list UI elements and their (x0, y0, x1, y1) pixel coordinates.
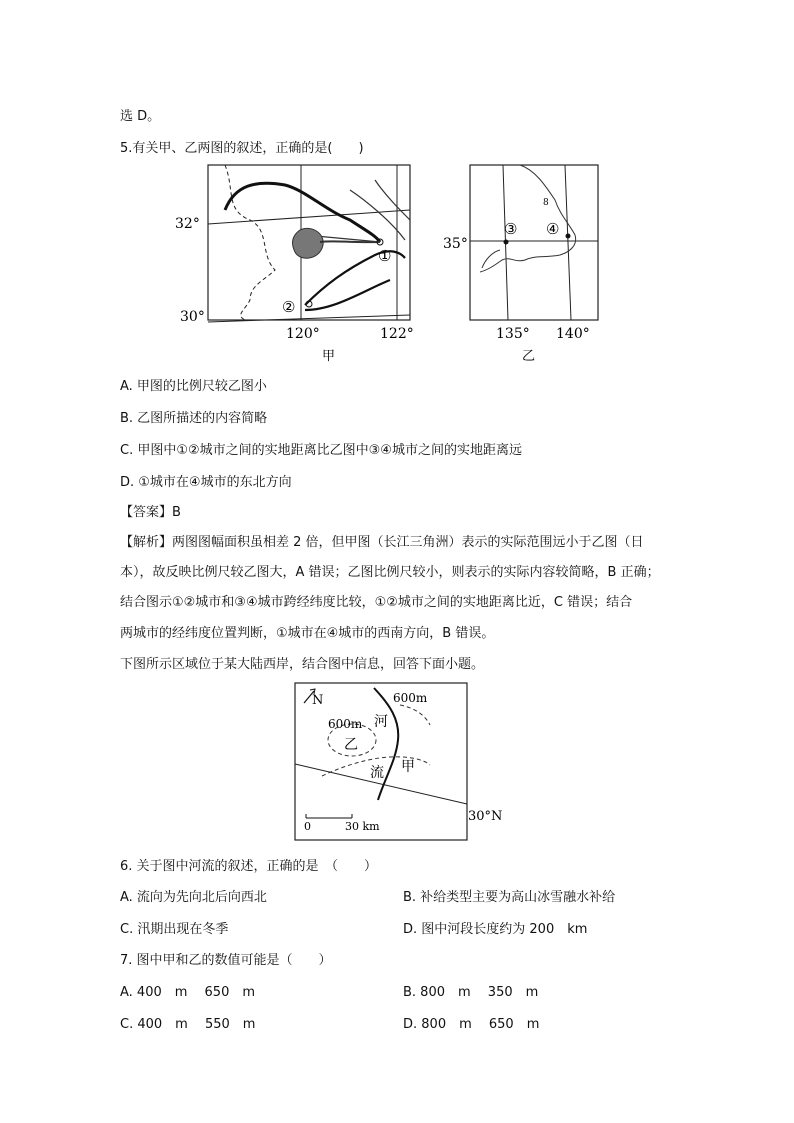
explanation-line: 结合图示①②城市和③④城市跨经纬度比较，①②城市之间的实地距离比近，C 错误；结合 (120, 595, 633, 610)
option-6d: D. 图中河段长度约为 200 km (403, 922, 588, 937)
option-7d: D. 800 m 650 m (403, 1017, 540, 1032)
lat-32-label: 32° (175, 216, 200, 232)
text-line: 选 D。 (120, 109, 161, 124)
lat-30n-label: 30°N (468, 809, 503, 824)
option-6c: C. 汛期出现在冬季 (120, 922, 229, 937)
city-2-label: ② (282, 298, 296, 316)
city-3-label: ③ (504, 220, 518, 238)
lon-135-label: 135° (496, 326, 530, 342)
question-6: 6. 关于图中河流的叙述，正确的是 （ ） (120, 859, 378, 874)
city-4-label: ④ (546, 220, 560, 238)
option-6a: A. 流向为先向北后向西北 (120, 890, 267, 905)
lon-122-label: 122° (380, 326, 414, 342)
option-5c: C. 甲图中①②城市之间的实地距离比乙图中③④城市之间的实地距离远 (120, 443, 522, 458)
scale-zero: 0 (304, 820, 311, 833)
label-jia: 甲 (401, 759, 415, 775)
river-char-he: 河 (374, 714, 388, 730)
question-5: 5.有关甲、乙两图的叙述，正确的是( ) (120, 141, 364, 156)
intro-text: 下图所示区域位于某大陆西岸，结合图中信息，回答下面小题。 (120, 657, 485, 672)
contour-label: 600m (393, 691, 428, 705)
label-yi: 乙 (344, 737, 358, 753)
option-7a: A. 400 m 650 m (120, 985, 256, 1000)
scale-30km: 30 km (345, 820, 380, 833)
map-river (290, 680, 520, 845)
map-jia (175, 160, 425, 365)
question-7: 7. 图中甲和乙的数值可能是（ ） (120, 953, 332, 968)
option-5d: D. ①城市在④城市的东北方向 (120, 475, 292, 490)
explanation-line: 【解析】两图图幅面积虽相差 2 倍，但甲图（长江三角洲）表示的实际范围远小于乙图（日 (120, 535, 644, 550)
lon-120-label: 120° (286, 326, 320, 342)
option-5b: B. 乙图所描述的内容简略 (120, 411, 268, 426)
option-7b: B. 800 m 350 m (403, 985, 539, 1000)
city-1-label: ① (378, 247, 392, 265)
explanation-line: 本），故反映比例尺较乙图大，A 错误；乙图比例尺较小，则表示的实际内容较简略，B 正确； (120, 565, 660, 580)
lon-140-label: 140° (556, 326, 590, 342)
map-yi (440, 160, 610, 365)
option-7c: C. 400 m 550 m (120, 1017, 256, 1032)
north-label: N (312, 693, 324, 708)
lat-30-label: 30° (180, 309, 205, 325)
option-6b: B. 补给类型主要为高山冰雪融水补给 (403, 890, 616, 905)
explanation-line: 两城市的经纬度位置判断，①城市在④城市的西南方向，B 错误。 (120, 626, 495, 641)
answer-5: 【答案】B (120, 505, 181, 520)
small-label: 8 (543, 198, 549, 208)
river-char-liu: 流 (370, 765, 384, 781)
contour-label: 600m (328, 717, 363, 731)
lat-35-label: 35° (443, 236, 468, 252)
option-5a: A. 甲图的比例尺较乙图小 (120, 379, 267, 394)
map-jia-caption: 甲 (322, 349, 336, 364)
map-yi-caption: 乙 (522, 349, 536, 364)
